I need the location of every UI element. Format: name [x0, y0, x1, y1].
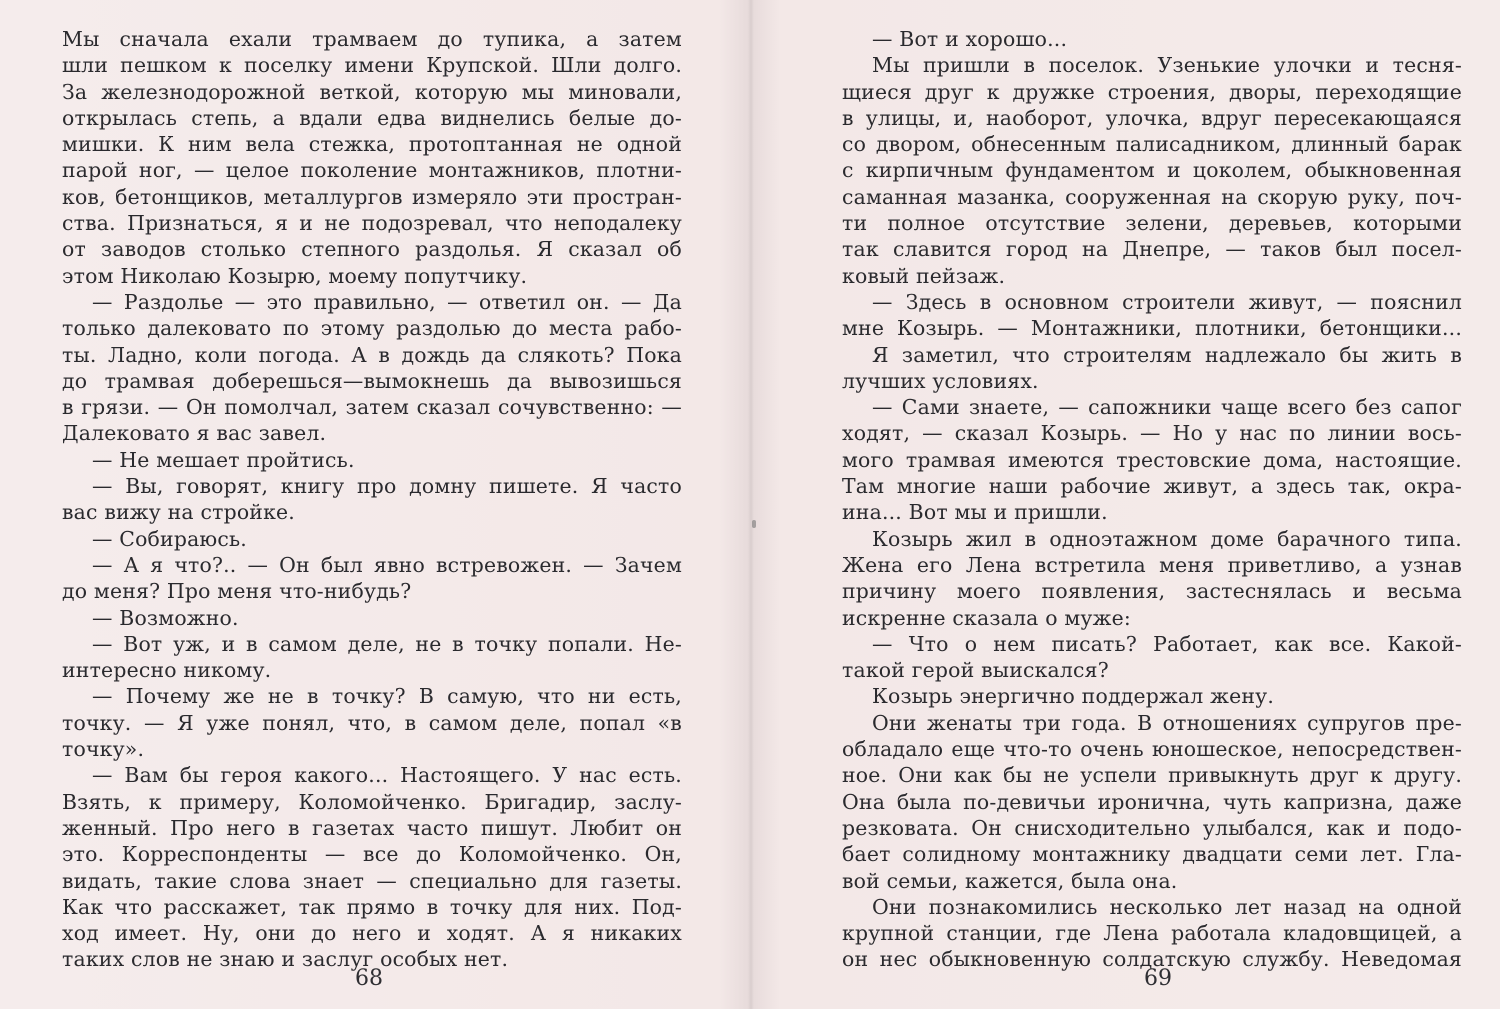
text-line: Как что расскажет, так прямо в точку для них. Под-	[62, 894, 682, 919]
text-line: мне Козырь. — Монтажники, плотники, бетонщики...	[842, 316, 1462, 341]
text-line: женный. Про него в газетах часто пишут. Любит он	[62, 815, 682, 840]
text-line: — Вот и хорошо...	[872, 27, 1068, 51]
text-line: — Собираюсь.	[92, 526, 247, 551]
text-line: — Раздолье — это правильно, — ответил он. — Да	[92, 289, 682, 314]
text-line: таких слов не знаю и заслуг особых нет.	[62, 947, 509, 972]
text-line: ства. Признаться, я и не подозревал, что неподалеку	[62, 211, 682, 236]
text-line: до меня? Про меня что-нибудь?	[62, 579, 412, 604]
left-page-number: 68	[355, 966, 383, 991]
text-line: Далековато я вас завел.	[62, 421, 327, 446]
text-line: ковый пейзаж.	[842, 263, 1006, 288]
text-line: мого трамвая имеются трестовские дома, настоящие.	[842, 447, 1462, 472]
text-line: Я заметил, что строителям надлежало бы жить в	[872, 342, 1462, 367]
text-line: вой семьи, кажется, была она.	[842, 868, 1178, 893]
text-line: крупной станции, где Лена работала кладовщицей, а	[842, 921, 1462, 946]
text-line: искренне сказала о муже:	[842, 605, 1131, 630]
text-line: бает солидному монтажнику двадцати семи лет. Гла-	[842, 842, 1462, 867]
text-line: — Вот уж, и в самом деле, не в точку попали. Не-	[92, 631, 682, 656]
text-line: ходят, — сказал Козырь. — Но у нас по линии вось-	[842, 421, 1462, 446]
text-line: точку. — Я уже понял, что, в самом деле, попал «в	[62, 710, 682, 735]
text-line: Взять, к примеру, Коломойченко. Бригадир, заслу-	[62, 789, 682, 814]
text-line: причину моего появления, застеснялась и весьма	[842, 579, 1462, 604]
text-line: Они познакомились несколько лет назад на одной	[872, 894, 1462, 919]
text-line: парой ног, — целое поколение монтажников, плотни-	[62, 158, 682, 183]
print-speck	[752, 520, 756, 528]
left-page-text	[62, 26, 682, 973]
text-line: в грязи. — Он помолчал, затем сказал сочувственно: —	[62, 395, 682, 420]
text-line: это. Корреспонденты — все до Коломойченко. Он,	[62, 842, 682, 867]
text-line: Она была по-девичьи иронична, чуть капризна, даже	[842, 789, 1462, 814]
text-line: ход имеет. Ну, они до него и ходят. А я никаких	[62, 921, 682, 946]
text-line: — Сами знаете, — сапожники чаще всего без сапог	[872, 395, 1462, 420]
text-line: саманная мазанка, сооруженная на скорую руку, поч-	[842, 184, 1462, 209]
text-line: Козырь энергично поддержал жену.	[872, 684, 1275, 709]
text-line: только далековато по этому раздолью до места рабо-	[62, 316, 682, 341]
text-line: до трамвая доберешься—вымокнешь да вывозишься	[62, 368, 682, 393]
text-line: резковата. Он снисходительно улыбался, как и подо-	[842, 815, 1462, 840]
text-line: со двором, обнесенным палисадником, длинный барак	[842, 132, 1462, 157]
text-line: Мы пришли в поселок. Узенькие улочки и тесня-	[872, 53, 1462, 78]
text-line: лучших условиях.	[842, 368, 1039, 393]
text-line: щиеся друг к дружке строения, дворы, переходящие	[842, 79, 1462, 104]
text-line: Жена его Лена встретила меня приветливо, а узнав	[842, 552, 1462, 577]
text-line: — А я что?.. — Он был явно встревожен. — Зачем	[92, 552, 682, 577]
text-line: он нес обыкновенную солдатскую службу. Неведомая	[842, 947, 1462, 972]
text-line: Козырь жил в одноэтажном доме барачного типа.	[872, 526, 1462, 551]
text-line: — Здесь в основном строители живут, — пояснил	[872, 289, 1462, 314]
text-line: Там многие наши рабочие живут, а здесь так, окра-	[842, 474, 1462, 499]
text-line: интересно никому.	[62, 658, 272, 683]
text-line: точку».	[62, 737, 145, 762]
text-line: шли пешком к поселку имени Крупской. Шли долго.	[62, 53, 682, 78]
text-line: такой герой выискался?	[842, 658, 1109, 683]
text-line: — Вы, говорят, книгу про домну пишете. Я часто	[92, 474, 682, 499]
text-line: — Не мешает пройтись.	[92, 447, 355, 472]
text-line: — Почему же не в точку? В самую, что ни есть,	[92, 684, 682, 709]
text-line: ное. Они как бы не успели привыкнуть друг к другу.	[842, 763, 1462, 788]
text-line: — Возможно.	[92, 605, 239, 630]
text-line: от заводов столько степного раздолья. Я сказал об	[62, 237, 682, 262]
text-line: с кирпичным фундаментом и цоколем, обыкновенная	[842, 158, 1462, 183]
text-line: ков, бетонщиков, металлургов измеряло эти простран-	[62, 184, 682, 209]
book-gutter	[748, 0, 754, 1009]
text-line: ина... Вот мы и пришли.	[842, 500, 1108, 525]
right-page-text	[842, 26, 1462, 973]
text-line: ти полное отсутствие зелени, деревьев, которыми	[842, 211, 1462, 236]
text-line: так славится город на Днепре, — таков был посел-	[842, 237, 1462, 262]
text-line: в улицы, и, наоборот, улочка, вдруг пересекающаяся	[842, 105, 1462, 130]
text-line: вас вижу на стройке.	[62, 500, 295, 525]
text-line: открылась степь, а вдали едва виднелись белые до-	[62, 105, 682, 130]
text-line: Они женаты три года. В отношениях супругов пре-	[872, 710, 1462, 735]
text-line: За железнодорожной веткой, которую мы миновали,	[62, 79, 682, 104]
text-line: этом Николаю Козырю, моему попутчику.	[62, 263, 528, 288]
text-line: мишки. К ним вела стежка, протоптанная не одной	[62, 132, 682, 157]
text-line: обладало еще что-то очень юношеское, непосредствен-	[842, 737, 1462, 762]
text-line: ты. Ладно, коли погода. А в дождь да слякоть? Пока	[62, 342, 682, 367]
text-line: — Вам бы героя какого... Настоящего. У нас есть.	[92, 763, 682, 788]
text-line: — Что о нем писать? Работает, как все. Какой-	[872, 631, 1462, 656]
text-line: Мы сначала ехали трамваем до тупика, а затем	[62, 27, 682, 51]
right-page-number: 69	[1144, 966, 1172, 991]
text-line: видать, такие слова знает — специально для газеты.	[62, 868, 682, 893]
